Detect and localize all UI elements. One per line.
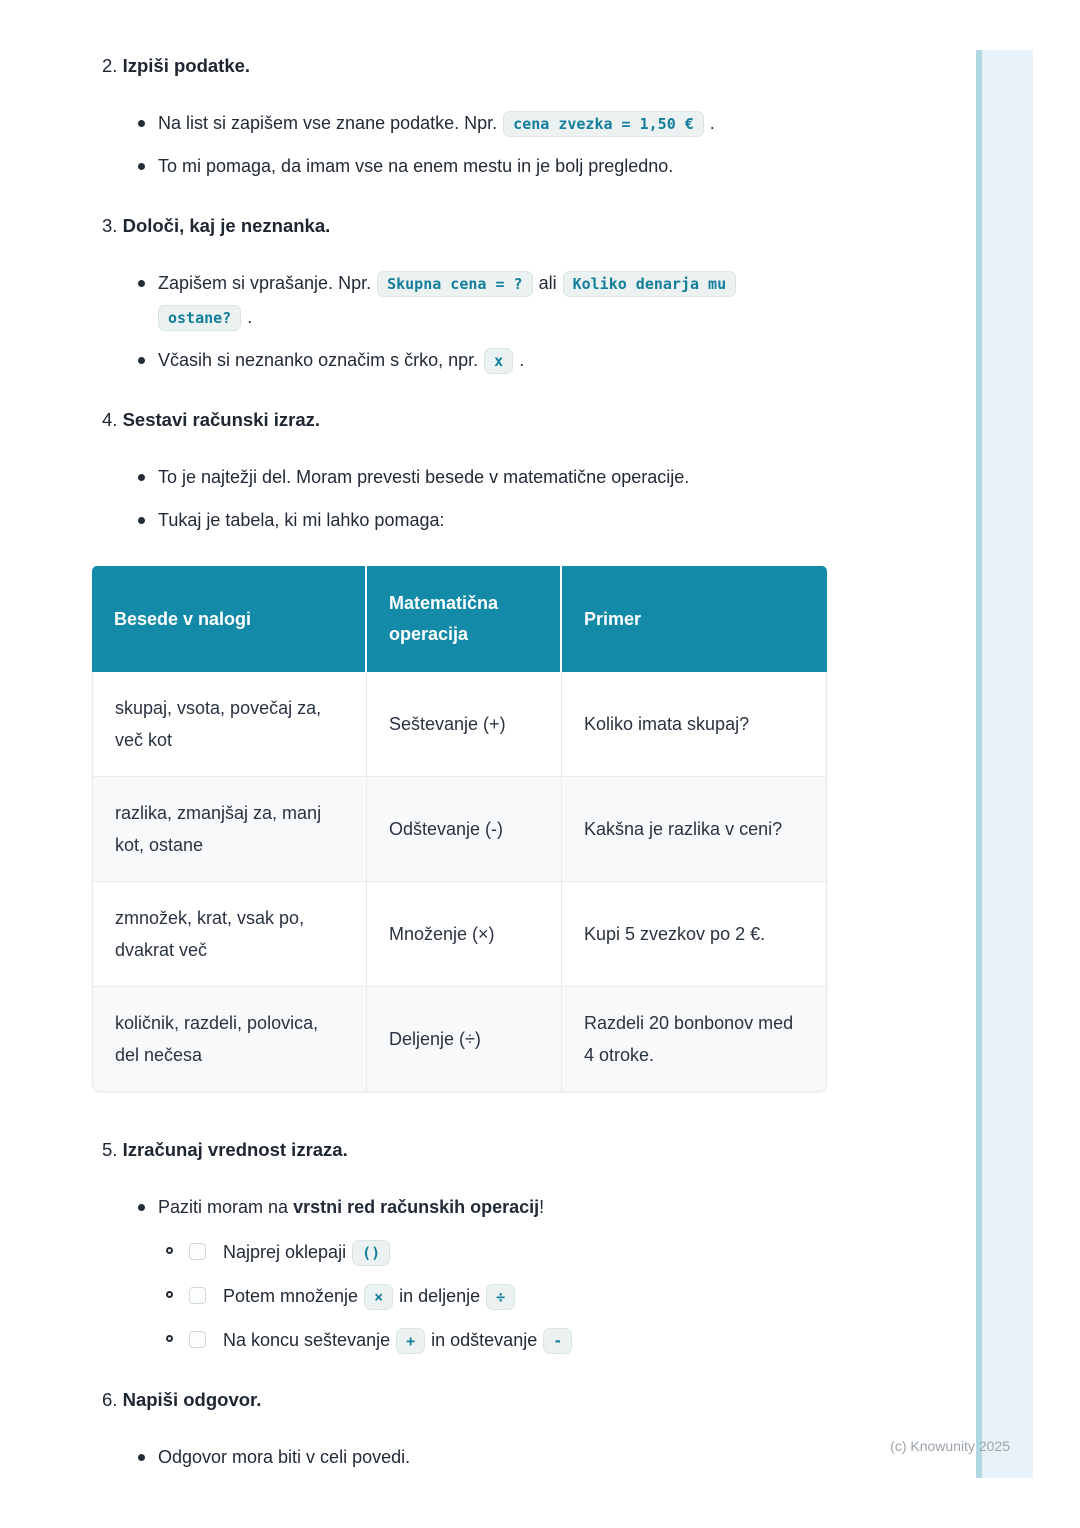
bullet-dot-icon xyxy=(138,517,145,524)
section-number: 2. xyxy=(102,55,118,76)
section-heading-6 xyxy=(102,1386,836,1414)
list-item xyxy=(100,267,836,333)
section-title: Izpiši podatke. xyxy=(122,55,251,76)
bullet-dot-icon xyxy=(138,1204,145,1211)
table-header-cell: Primer xyxy=(562,566,827,672)
text-run: in odštevanje xyxy=(431,1330,538,1350)
inline-code-chip: ostane? xyxy=(158,305,241,331)
checklist-item-text xyxy=(223,1236,396,1268)
list-item-text xyxy=(158,1191,818,1223)
list-item xyxy=(100,504,836,536)
text-run: Včasih si neznanko označim s črko, npr. xyxy=(158,350,479,370)
checklist-item-text xyxy=(223,1324,578,1356)
table-row xyxy=(92,882,827,987)
bullet-dot-icon xyxy=(138,1454,145,1461)
checkbox[interactable] xyxy=(189,1287,206,1304)
inline-code-chip: Skupna cena = ? xyxy=(377,271,532,297)
text-run: Najprej oklepaji xyxy=(223,1242,347,1262)
list-item xyxy=(100,344,836,376)
copyright-footer: (c) Knowunity 2025 xyxy=(890,1438,1010,1454)
inline-code-chip: - xyxy=(543,1328,572,1354)
table-header-cell: Besede v nalogi xyxy=(92,566,367,672)
section-title: Napiši odgovor. xyxy=(122,1389,262,1410)
text-run: ! xyxy=(539,1197,545,1217)
inline-code-chip: × xyxy=(364,1284,393,1310)
circle-bullet-icon xyxy=(166,1335,173,1342)
bullet-dot-icon xyxy=(138,280,145,287)
inline-code-chip: cena zvezka = 1,50 € xyxy=(503,111,704,137)
text-run: Paziti moram na xyxy=(158,1197,289,1217)
section-heading-3 xyxy=(102,212,836,240)
table-cell: Odštevanje (-) xyxy=(367,777,562,882)
table-cell: Razdeli 20 bonbonov med 4 otroke. xyxy=(562,987,827,1092)
list-item xyxy=(100,461,836,493)
list-item-text xyxy=(158,107,818,139)
text-run: . xyxy=(519,350,525,370)
inline-code-chip: () xyxy=(352,1240,390,1266)
table-header-row xyxy=(92,566,827,672)
section-number: 6. xyxy=(102,1389,118,1410)
operations-table xyxy=(92,566,827,1092)
table-cell: Množenje (×) xyxy=(367,882,562,987)
bullet-dot-icon xyxy=(138,357,145,364)
checklist-item xyxy=(100,1280,836,1312)
list-item-text: To je najtežji del. Moram prevesti besede v matematične operacije. xyxy=(158,467,690,487)
table-cell: Kupi 5 zvezkov po 2 €. xyxy=(562,882,827,987)
list-item xyxy=(100,150,836,182)
text-run: Potem množenje xyxy=(223,1286,359,1306)
text-run: ali xyxy=(538,273,557,293)
list-item-text xyxy=(158,267,818,333)
text-run: . xyxy=(709,113,715,133)
inline-code-chip: x xyxy=(484,348,513,374)
list-item-text: To mi pomaga, da imam vse na enem mestu in je bolj pregledno. xyxy=(158,156,674,176)
table-header-cell: Matematična operacija xyxy=(367,566,562,672)
circle-bullet-icon xyxy=(166,1291,173,1298)
section-title: Določi, kaj je neznanka. xyxy=(122,215,331,236)
text-run: Zapišem si vprašanje. Npr. xyxy=(158,273,372,293)
table-cell: količnik, razdeli, polovica, del nečesa xyxy=(92,987,367,1092)
list-item xyxy=(100,1191,836,1223)
list-item xyxy=(100,1441,836,1473)
checklist-item xyxy=(100,1324,836,1356)
table-cell: Kakšna je razlika v ceni? xyxy=(562,777,827,882)
table-cell: zmnožek, krat, vsak po, dvakrat več xyxy=(92,882,367,987)
right-accent-bar xyxy=(976,50,1033,1478)
section-title: Sestavi računski izraz. xyxy=(122,409,321,430)
table-row xyxy=(92,777,827,882)
list-item-text xyxy=(158,344,818,376)
checkbox[interactable] xyxy=(189,1243,206,1260)
text-run: in deljenje xyxy=(399,1286,481,1306)
bullet-dot-icon xyxy=(138,474,145,481)
text-run: Na list si zapišem vse znane podatke. Npr. xyxy=(158,113,498,133)
section-number: 3. xyxy=(102,215,118,236)
inline-code-chip: + xyxy=(396,1328,425,1354)
text-run: Na koncu seštevanje xyxy=(223,1330,391,1350)
table-row xyxy=(92,672,827,777)
table-cell: Deljenje (÷) xyxy=(367,987,562,1092)
table-cell: skupaj, vsota, povečaj za, več kot xyxy=(92,672,367,777)
table-row xyxy=(92,987,827,1092)
list-item-text: Tukaj je tabela, ki mi lahko pomaga: xyxy=(158,510,445,530)
table-cell: Koliko imata skupaj? xyxy=(562,672,827,777)
circle-bullet-icon xyxy=(166,1247,173,1254)
text-run: . xyxy=(247,307,253,327)
bullet-dot-icon xyxy=(138,163,145,170)
table-cell: razlika, zmanjšaj za, manj kot, ostane xyxy=(92,777,367,882)
inline-code-chip: ÷ xyxy=(486,1284,515,1310)
checklist-item-text xyxy=(223,1280,521,1312)
table-cell: Seštevanje (+) xyxy=(367,672,562,777)
section-heading-2 xyxy=(102,52,836,80)
list-item xyxy=(100,107,836,139)
section-heading-5 xyxy=(102,1136,836,1164)
order-of-operations-checklist xyxy=(100,1236,836,1356)
bullet-dot-icon xyxy=(138,120,145,127)
list-item-text: Odgovor mora biti v celi povedi. xyxy=(158,1447,411,1467)
section-number: 4. xyxy=(102,409,118,430)
section-title: Izračunaj vrednost izraza. xyxy=(122,1139,348,1160)
checkbox[interactable] xyxy=(189,1331,206,1348)
section-heading-4 xyxy=(102,406,836,434)
section-number: 5. xyxy=(102,1139,118,1160)
inline-code-chip: Koliko denarja mu xyxy=(563,271,737,297)
bold-text-run: vrstni red računskih operacij xyxy=(293,1197,540,1217)
document-body xyxy=(100,52,836,1484)
checklist-item xyxy=(100,1236,836,1268)
